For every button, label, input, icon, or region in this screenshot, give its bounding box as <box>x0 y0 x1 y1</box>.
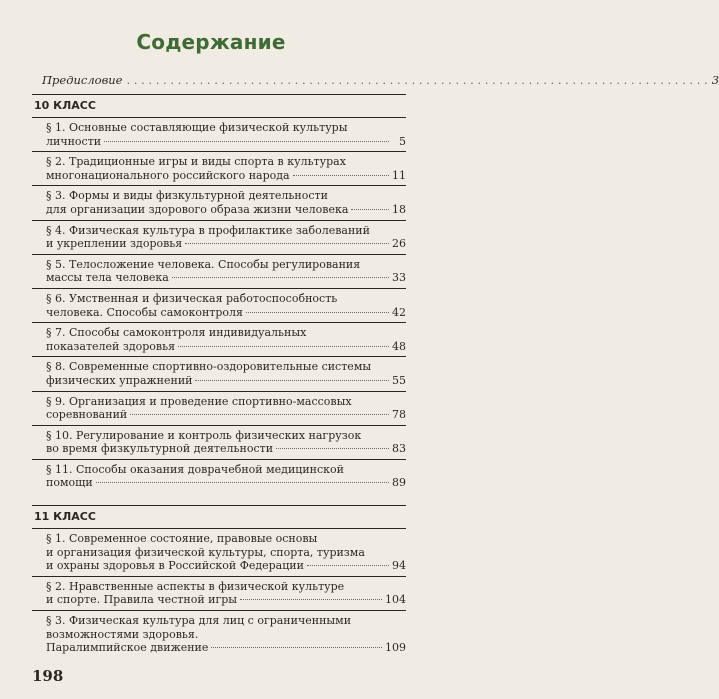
entry-text-line: § 1. Основные составляющие физической культуры <box>46 121 348 134</box>
toc-entry[interactable] <box>32 611 406 658</box>
entry-text-line: человека. Способы самоконтроля <box>46 305 243 319</box>
entry-page-number: 83 <box>392 442 406 456</box>
dot-leader <box>96 482 389 483</box>
entry-last-line <box>46 442 406 456</box>
toc-entry[interactable] <box>32 392 406 425</box>
entry-page-number: 78 <box>392 408 406 422</box>
entry-page-number: 18 <box>392 202 406 216</box>
section-heading: 10 КЛАСС <box>34 99 96 112</box>
dot-leader <box>307 565 389 566</box>
toc-entry[interactable] <box>32 426 406 459</box>
entry-page-number: 94 <box>392 559 406 573</box>
entry-text-line: § 6. Умственная и физическая работоспособность <box>46 291 338 305</box>
entry-text-line: Паралимпийское движение <box>46 641 209 655</box>
entry-text-line: § 10. Регулирование и контроль физических нагрузок <box>46 428 362 442</box>
entry-last-line <box>46 203 406 217</box>
dot-leader <box>172 277 389 278</box>
section-gap <box>32 493 406 505</box>
toc-entry[interactable] <box>32 255 406 288</box>
dot-leader <box>178 346 389 347</box>
entry-text-line: и организация физической культуры, спорта, туризма <box>46 545 365 559</box>
toc-entry[interactable] <box>32 460 406 493</box>
toc-entry[interactable] <box>32 577 406 610</box>
dot-leader <box>246 312 389 313</box>
entry-last-line <box>46 374 406 388</box>
entry-text-line: § 7. Способы самоконтроля индивидуальных <box>46 326 307 340</box>
toc-entry[interactable] <box>32 323 406 356</box>
entry-text-line: и спорте. Правила честной игры <box>46 593 238 607</box>
entry-last-line <box>46 559 406 573</box>
entry-text-line: физических упражнений <box>46 373 193 387</box>
entry-last-line <box>46 408 406 422</box>
entry-text-line: § 4. Физическая культура в профилактике заболеваний <box>46 223 370 237</box>
entry-page-number: 11 <box>392 168 406 182</box>
entry-text-line: во время физкультурной деятельности <box>46 442 274 456</box>
toc-entry[interactable] <box>32 152 406 185</box>
entry-text-line: соревнований <box>46 408 128 422</box>
entry-page-number: 55 <box>392 373 406 387</box>
table-of-contents <box>32 72 719 658</box>
page-title: Содержание <box>136 30 286 54</box>
entry-text-line: для организации здорового образа жизни человека <box>46 202 349 216</box>
dot-leader <box>293 175 389 176</box>
entry-text-line: § 3. Формы и виды физкультурной деятельности <box>46 189 328 203</box>
entry-last-line <box>46 641 406 655</box>
entry-text-line: массы тела человека <box>46 271 169 285</box>
dot-leader <box>351 209 389 210</box>
entry-last-line <box>46 476 406 490</box>
entry-last-line <box>46 169 406 183</box>
entry-page-number: 5 <box>399 134 406 148</box>
entry-text-line: § 9. Организация и проведение спортивно-массовых <box>46 394 352 408</box>
section-heading: 11 КЛАСС <box>34 510 96 524</box>
entry-page-number: 89 <box>392 476 406 490</box>
toc-entry[interactable] <box>32 186 406 219</box>
entry-last-line <box>46 340 406 354</box>
dot-leader <box>104 141 389 142</box>
page-number: 198 <box>32 667 64 685</box>
entry-text-line: личности <box>46 134 102 148</box>
entry-text-line: § 2. Нравственные аспекты в физической культуре <box>46 579 345 593</box>
preface-page: 3 <box>711 73 719 87</box>
entry-text-line: многонационального российского народа <box>46 168 290 182</box>
entry-text-line: и укреплении здоровья <box>46 237 183 251</box>
entry-text-line: показателей здоровья <box>46 339 176 353</box>
entry-page-number: 109 <box>385 641 406 655</box>
toc-entry[interactable] <box>32 529 406 576</box>
dot-leader <box>185 243 389 244</box>
entry-text-line: § 11. Способы оказания доврачебной медицинской <box>46 462 344 476</box>
entry-text-line: § 8. Современные спортивно-оздоровительные системы <box>46 360 372 374</box>
toc-entry[interactable] <box>32 221 406 254</box>
sections <box>32 94 406 658</box>
dot-leader <box>240 599 382 600</box>
entry-last-line <box>46 306 406 320</box>
entry-text-line: и охраны здоровья в Российской Федерации <box>46 559 304 573</box>
toc-entry[interactable] <box>32 357 406 390</box>
entry-text-line: возможностями здоровья. <box>46 627 199 641</box>
entry-last-line <box>46 271 406 285</box>
entry-last-line <box>46 135 406 149</box>
dot-leader <box>211 647 382 648</box>
entry-text-line: § 3. Физическая культура для лиц с ограниченными <box>46 614 352 628</box>
entry-text-line: § 5. Телосложение человека. Способы регулирования <box>46 257 361 271</box>
entry-page-number: 26 <box>392 237 406 251</box>
dot-leader <box>276 448 389 449</box>
entry-last-line <box>46 237 406 251</box>
entry-page-number: 104 <box>385 593 406 607</box>
dot-leader <box>195 380 389 381</box>
preface-entry <box>32 72 719 88</box>
toc-entry[interactable] <box>32 118 406 151</box>
entry-page-number: 48 <box>392 339 406 353</box>
entry-text-line: § 1. Современное состояние, правовые основы <box>46 532 318 546</box>
preface-leader: . . . . . . . . . . . . . . . . . . . . . . . . . . . . . . . . . . . . . . . . . . . . . . . . . . . . . . . . . . . . . . . . . . . . . . . . . . . . . . . . <box>126 73 708 87</box>
entry-text-line: § 2. Традиционные игры и виды спорта в культурах <box>46 155 346 169</box>
entry-last-line <box>46 593 406 607</box>
dot-leader <box>130 414 389 415</box>
entry-text-line: помощи <box>46 476 93 490</box>
preface-label: Предисловие <box>42 73 123 87</box>
entry-page-number: 33 <box>392 271 406 285</box>
toc-entry[interactable] <box>32 289 406 322</box>
entry-page-number: 42 <box>392 305 406 319</box>
